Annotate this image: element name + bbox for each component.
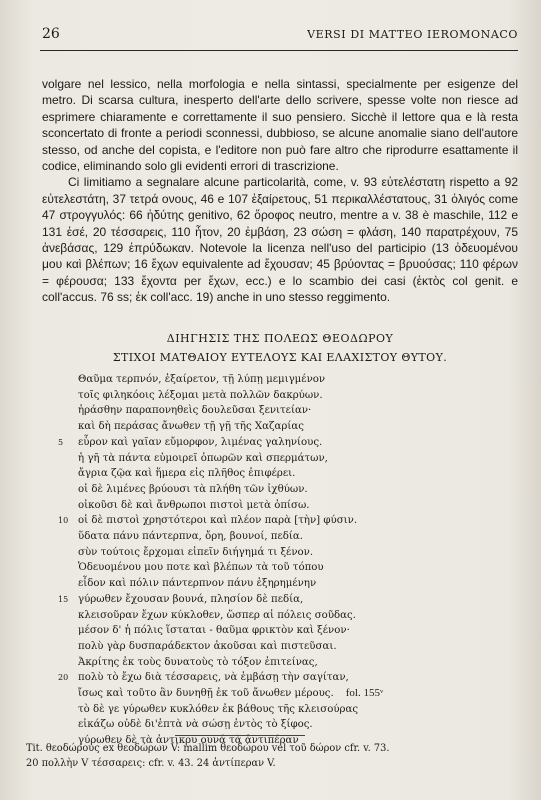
verse-text: εἶδον καὶ πόλιν πάντερπνον πάνυ ἐξηρημένην [78,578,317,590]
paragraph-1: volgare nel lessico, nella morfologia e nella sintassi, specialmente per esigenze del metro. Di scarsa cultura, inesperto dell'arte dello scrivere, spesse volte non riesce ad esprimere chiaramente e correttamente il suo pensiero. Sicchè il lettore qua e là resta sconcertato di fronte a periodi sconnessi, dubbioso, se alcune anomalie siano dell'autore stesso, od anche del copista, e l'editore non può fare altro che riprodurre esattamente il codice, eliminando solo gli evidenti errori di trascrizione. [42,77,518,174]
verse-number: 10 [58,516,69,526]
verse-text: ὕδατα πάνυ πάντερπνα, ὄρη, βουνοί, πεδία. [78,531,304,543]
verse-text: πολὺ γὰρ δυσπαράδεκτον ἀκοῦσαι καὶ πιστεῦσαι. [78,640,337,652]
verse-line [78,403,528,419]
verse-text: οἰκοῦσι δὲ καὶ ἄνθρωποι πιστοὶ μετὰ ὀπίσω. [78,499,310,511]
poem-subtitle: ΣΤΙΧΟΙ ΜΑΤΘΑΙΟΥ ΕΥΤΕΛΟΥΣ ΚΑΙ ΕΛΑΧΙΣΤΟΥ ΘΥΤΟΥ. [112,351,448,364]
verse-number: 15 [58,594,69,604]
verse-line [78,451,528,467]
verse-line [78,529,528,545]
verse-line [78,498,528,514]
poem-title: ΔΙΗΓΗΣΙΣ ΤΗΣ ΠΟΛΕΩΣ ΘΕΟΔΩΡΟΥ [166,332,394,345]
poem-titles [42,332,518,364]
verse-text: οἱ δὲ λιμένες βρύουσι τὰ πλήθη τῶν ἰχθύων. [78,483,308,495]
verse-text: ἠράσθην παραπονηθεὶς δουλεῦσαι ξενιτείαν· [78,405,312,417]
verse-text: μέσον δ' ἡ πόλις ἵσταται - θαῦμα φρικτὸν καὶ ξένον· [78,625,350,637]
verse-line [58,513,528,529]
verse-line [58,435,528,451]
verse-line [78,419,528,435]
verse-line [78,388,528,404]
verse-text: εὗρον καὶ γαῖαν εὔμορφον, λιμένας γαληνίους. [78,436,323,448]
verse-line [78,655,528,671]
verse-line [78,560,528,576]
verse-text: ἄγρια ζῷα καὶ ἥμερα εἰς πλῆθος ἐπιφέρει. [78,468,296,480]
apparatus-line-2: 20 πολλὴν V τέσσαρεις: cfr. v. 43. 24 ἀντίπεραν V. [26,757,276,769]
verse-number: 5 [58,437,64,447]
apparatus-line-1: Tit. θεοδώρους ex θεοδώρων V: mallim θεοδώρου vel τοῦ δώρον cfr. v. 73. [26,743,390,754]
folio-marker: fol. 155ᵛ [345,687,384,700]
verse-text: Ὁδευομένου μου ποτε καὶ βλέπων τὰ τοῦ τόπου [78,562,324,574]
verse-line [78,608,528,624]
verse-text: κλεισοῦραν ἔχων κύκλοθεν, ὥσπερ αἱ πόλεις σοῦδας. [78,609,356,621]
verse-line [78,372,528,388]
verse-text: καὶ δὴ περάσας ἄνωθεν τῇ γῇ τῆς Χαζαρίας [78,421,304,433]
verse-text: Θαῦμα τερπνόν, ἐξαίρετον, τῇ λύπῃ μεμιγμένον [78,374,326,385]
apparatus-rule [175,735,305,736]
verse-line [78,702,528,718]
critical-apparatus [26,742,526,771]
verse-text: οἱ δὲ πιστοὶ χρηστότεροι καὶ πλέον παρὰ [τὴν] φύσιν. [78,515,358,527]
verse-text: γύρωθεν ἔχουσαν βουνά, πλησίον δὲ πεδία, [78,593,304,605]
verse-text: ἴσως καὶ τοῦτο ἂν δυνηθῇ ἐκ τοῦ ἄνωθεν μέρους. [78,688,334,700]
verse-text: πολὺ τὸ ἔχω διὰ τέσσαρεις, νὰ ἐμβάσῃ τὴν σαγίταν, [78,672,349,684]
running-head: VERSI DI MATTEO IEROMONACO [307,28,518,41]
verse-line [78,639,528,655]
header-rule [40,50,518,51]
verse-line [78,717,528,733]
verse-line [78,623,528,639]
verse-line [78,466,528,482]
verse-text: εἰκάζω οὐδὲ δι'ἑπτὰ νὰ σώσῃ ἐντὸς τὸ ξίφος. [78,719,313,731]
verse-text: Ἀκρίτης ἐκ τοὺς δυνατοὺς τὸ τόξον ἐπιτείνας, [78,656,318,668]
poem-verses [58,372,528,749]
verse-line [78,545,528,561]
paragraph-2: Ci limitiamo a segnalare alcune particolarità, come, v. 93 εὐτελέστατη rispetto a 92 εὐτελεστάτη, 37 τετρά ονους, 46 e 107 ἐξαίρετους, 51 περικαλλέστατους, 31 ὀλιγός come 47 στρογγυλός: 66 ἡδύτης genitivo, 62 ὅροφος neutro, mentre a v. 38 è maschile, 112 e 131 ἐσέ, 20 τέσσαρεις, 110 ἦτον, 20 ἐμβάση, 23 σώση = φλάση, 140 παρατρέχουν, 75 ἀνεβάσας, 129 ἐπρύδωκαν. Notevole la licenza nell'uso del participio (13 ὀδευομένου μου καὶ βλέπων; 16 ἔχων equivalente ad ἔχουσαν; 45 βρύοντας = βρυούσας; 110 φέρων = φέρουσα; 133 ἔχοντα per ἔχων, ecc.) e lo scambio dei casi (ἐκτὸς col genit. e coll'accus. 76 ss; ἐκ coll'acc. 19) anche in uno stesso reggimento. [42,175,518,305]
verse-text: σὺν τούτοις ἔρχομαι εἰπεῖν διήγημά τι ξένον. [78,546,314,558]
verse-text: τὸ δὲ γε γύρωθεν κυκλόθεν ἐκ βάθους τῆς κλεισούρας [78,703,359,715]
page-number: 26 [42,26,60,42]
verse-line [78,482,528,498]
verse-line [58,670,528,686]
verse-line [78,686,528,702]
verse-line [58,592,528,608]
verse-number: 20 [58,673,69,683]
verse-text: ἡ γῆ τὰ πάντα εὐμοιρεῖ ὀπωρῶν καὶ σπερμάτων, [78,452,328,464]
introduction-text [42,76,518,306]
verse-text: γύρωθεν δὲ τὰ ἀντικρυ ουνά τὰ ἀντιπέραν [78,735,299,747]
verse-text: τοῖς φιληκόοις λέξομαι μετὰ πολλῶν δακρύων. [78,389,323,401]
page-header [42,26,518,48]
verse-line [78,576,528,592]
